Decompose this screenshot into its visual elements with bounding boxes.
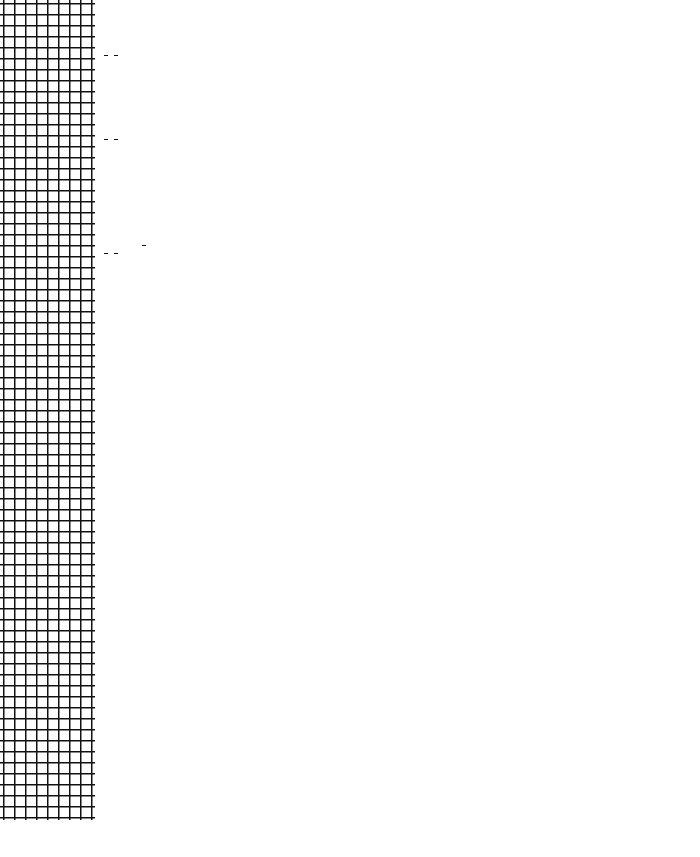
fraction bbox=[104, 139, 108, 140]
watermark-vertical bbox=[668, 150, 700, 670]
fraction bbox=[114, 139, 118, 140]
fraction bbox=[104, 253, 108, 254]
fraction bbox=[104, 55, 108, 56]
graph-paper-margin bbox=[0, 0, 95, 820]
fraction bbox=[114, 55, 118, 56]
fraction bbox=[142, 245, 146, 246]
fraction bbox=[114, 253, 118, 254]
